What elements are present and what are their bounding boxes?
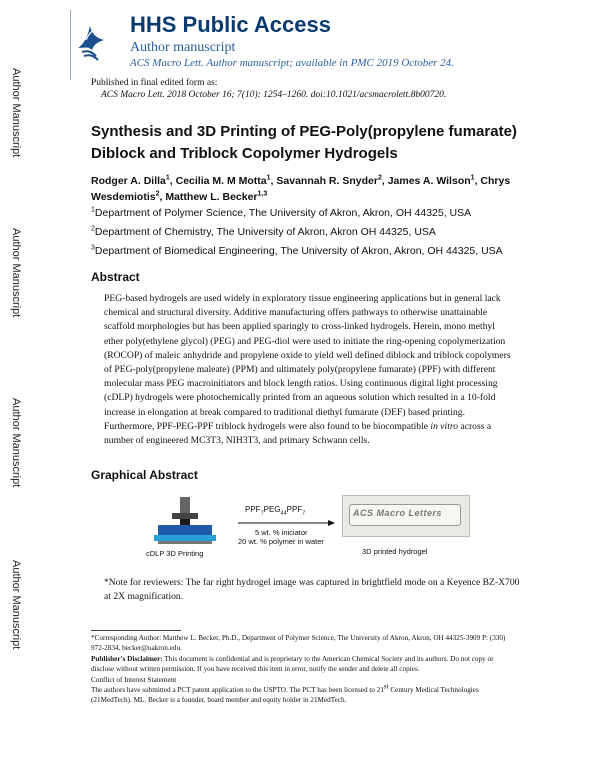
affiliation-text: Department of Chemistry, The University of Akron, Akron OH 44325, USA — [94, 226, 436, 238]
affiliation-text: Department of Biomedical Engineering, The University of Akron, Akron, OH 44325, USA — [94, 245, 503, 257]
abstract-heading: Abstract — [91, 270, 140, 284]
published-citation: ACS Macro Lett. 2018 October 16; 7(10): 1254–1260. doi:10.1021/acsmacrolett.8b00720. — [101, 90, 447, 100]
affiliation-number: 2 — [91, 225, 95, 233]
disclaimer-footnote — [91, 655, 516, 674]
abstract-text: across a number of engineered MC3T3, NIH3T3, and primary Schwann cells. — [104, 420, 492, 447]
author-name: Cecilia M. M Motta — [175, 175, 267, 187]
polymer-formula — [245, 505, 305, 517]
formula-part: PPF — [245, 505, 261, 514]
printer-label: cDLP 3D Printing — [146, 549, 204, 558]
journal-availability: ACS Macro Lett. Author manuscript; available in PMC 2019 October 24. — [130, 57, 454, 69]
affiliation — [91, 245, 503, 257]
disclaimer-label: Publisher's Disclaimer: — [91, 655, 163, 664]
hydrogel-label: 3D printed hydrogel — [362, 547, 428, 556]
footnote-rule — [91, 630, 181, 631]
title-line: Diblock and Triblock Copolymer Hydrogels — [91, 145, 398, 162]
author-affiliation-mark: 1 — [165, 174, 170, 182]
published-in — [91, 77, 446, 101]
title-line: Synthesis and 3D Printing of PEG-Poly(propylene fumarate) — [91, 123, 517, 140]
affiliation — [91, 226, 436, 238]
affiliation-text: Department of Polymer Science, The University of Akron, Akron, OH 44325, USA — [94, 207, 472, 219]
side-label-author-manuscript: Author Manuscript — [10, 68, 22, 158]
affiliation-number: 3 — [91, 244, 95, 252]
paper-title — [91, 121, 561, 165]
abstract-italic: in vitro — [430, 420, 459, 432]
header-divider — [70, 10, 71, 80]
hydrogel-printed-text: ACS Macro Letters — [353, 508, 443, 518]
affiliation-number: 1 — [91, 206, 95, 214]
author-name: Matthew L. Becker — [165, 191, 258, 203]
author-manuscript-subtitle: Author manuscript — [130, 40, 236, 55]
author-affiliation-mark: 1,3 — [257, 190, 268, 198]
cdlp-printer-icon — [150, 497, 220, 545]
author-name: Savannah R. Snyder — [276, 175, 378, 187]
conflict-statement — [91, 682, 516, 705]
author-name: Rodger A. Dilla — [91, 175, 166, 187]
formula-part: PPF — [286, 505, 303, 514]
hhs-eagle-logo-icon — [74, 18, 110, 62]
formula-subscript: 7 — [302, 510, 306, 517]
reaction-condition: 20 wt. % polymer in water — [238, 537, 324, 546]
published-label: Published in final edited form as: — [91, 78, 218, 88]
conflict-text: The authors have submitted a PCT patent application to the USPTO. The PCT has been licensed to 21 — [91, 685, 384, 694]
side-label-author-manuscript: Author Manuscript — [10, 398, 22, 488]
author-affiliation-mark: 2 — [377, 174, 382, 182]
author-affiliation-mark: 2 — [155, 190, 160, 198]
author-name: Chrys Wesdemiotis — [91, 175, 511, 203]
reviewer-note: *Note for reviewers: The far right hydrogel image was captured in brightfield mode on a Keyence BZ-X700 at 2X magnification. — [104, 577, 520, 602]
side-label-author-manuscript: Author Manuscript — [10, 228, 22, 318]
reaction-condition: 5 wt. % iniciator — [255, 528, 308, 537]
conflict-heading: Conflict of Interest Statement — [91, 676, 177, 685]
footnotes — [91, 634, 516, 705]
formula-subscript: 44 — [280, 510, 287, 517]
conflict-text: Century Medical Technologies (21MedTech). ML. Becker is a founder, board member and equity holder in 21MedTech. — [91, 685, 479, 704]
author-name: James A. Wilson — [387, 175, 471, 187]
hydrogel-image — [342, 495, 470, 537]
author-affiliation-mark: 1 — [266, 174, 271, 182]
graphical-abstract-heading: Graphical Abstract — [91, 468, 198, 482]
affiliation — [91, 207, 471, 219]
abstract-body — [104, 292, 512, 448]
author-list: Rodger A. Dilla$^1$, Cecilia M. M Motta$^1$, Savannah R. Snyder$^2$, James A. Wilson$^1$, Chrys Wesdemiotis$^2$, Matthew L. Becker$^{1,3}$ — [91, 174, 511, 203]
formula-subscript: 7 — [260, 510, 264, 517]
abstract-text: PEG-based hydrogels are used widely in exploratory tissue engineering applications but in general lack chemical and structural diversity. Additive manufacturing offers pathways to otherwise unattainable scaffold morphologies but has been applied sparingly to cross-linked hydrogels. Herein, mono methyl ether poly(ethylene glycol) (PEG) and PEG-diol were used to initiate the ring-opening copolymerization (ROCOP) of maleic anhydride and propylene oxide to yield well defined diblock and triblock copolymers of PEG-poly(propylene maleate) (PPM) and ultimately poly(propylene fumarate) (PPF) with different molecular mass PEG macroinitiators and block length ratios. Using continuous digital light processing (cDLP) hydrogels were photochemically printed from an aqueous solution which resulted in a 10-fold increase in elongation at break compared to traditional diethyl fumarate (DEF) based printing. Furthermore, PPF-PEG-PPF triblock hydrogels were also found to be biocompatible — [104, 293, 511, 432]
author-affiliation-mark: 1 — [470, 174, 475, 182]
formula-part: PEG — [263, 505, 281, 514]
conflict-superscript: st — [383, 682, 389, 691]
corresponding-author-footnote: *Corresponding Author: Matthew L. Becker, Ph.D., Department of Polymer Science, The University of Akron, Akron, OH 44325-3909 P: (330) 972-2834, becker@uakron.edu. — [91, 634, 506, 652]
reaction-arrow-icon — [236, 519, 336, 527]
side-label-author-manuscript: Author Manuscript — [10, 560, 22, 650]
hhs-public-access-title: HHS Public Access — [130, 12, 331, 37]
disclaimer-text: This document is confidential and is proprietary to the American Chemical Society and its authors. Do not copy or disclose without written permission. If you have received this item in error, notify the sender and delete all copies. — [91, 655, 494, 673]
graphical-abstract-figure — [146, 495, 470, 565]
